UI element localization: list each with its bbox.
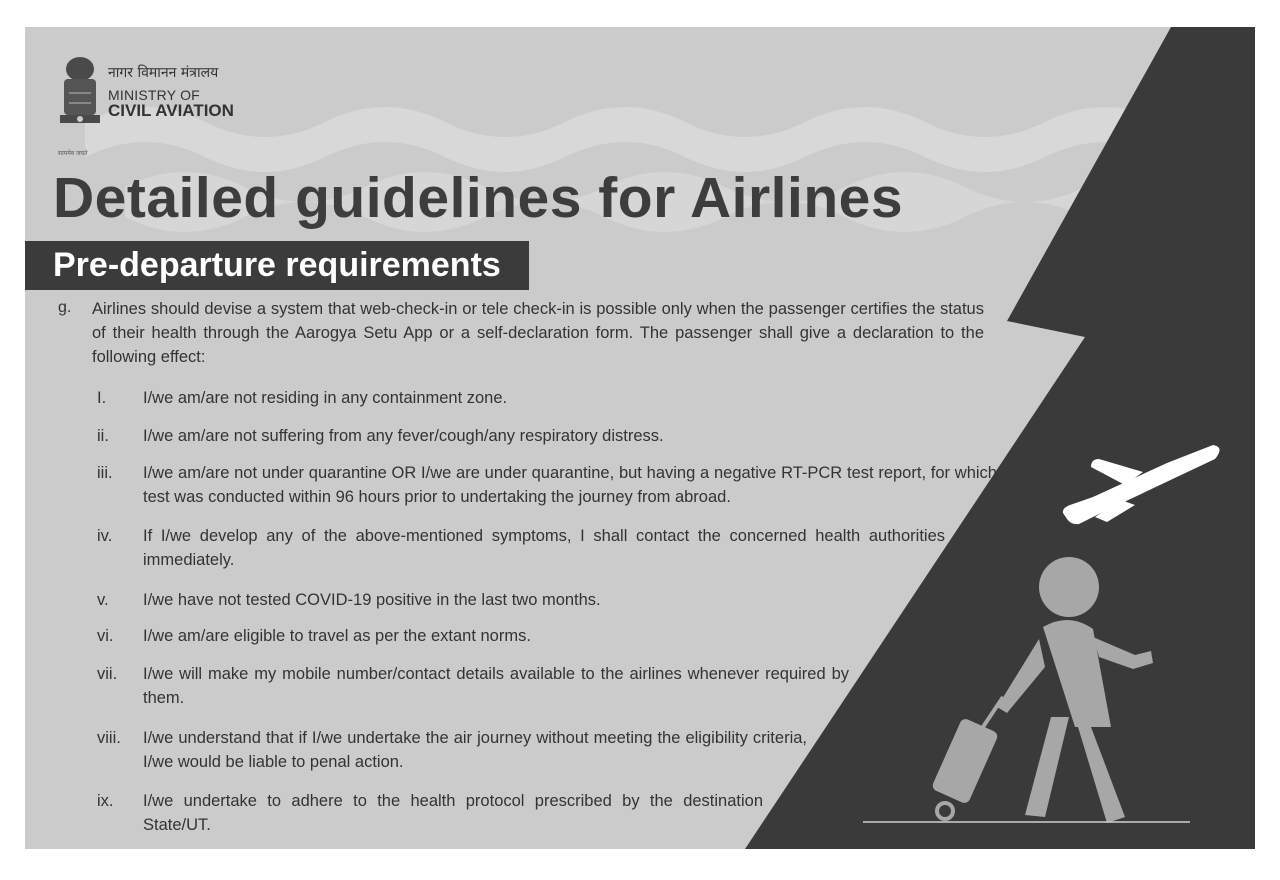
paragraph-marker: g. [58, 299, 72, 316]
list-item-text: I/we am/are not residing in any containment zone. [143, 389, 508, 407]
section-subtitle: Pre-departure requirements [53, 246, 501, 284]
list-item-text: I/we understand that if I/we undertake the air journey without meeting the eligibility criteria, I/we would be liable to penal action. [143, 729, 807, 771]
emblem-motto: सत्यमेव जयते [58, 150, 88, 157]
ministry-logo [55, 53, 255, 163]
subtitle-banner [25, 241, 529, 290]
list-item-text: I/we have not tested COVID-19 positive in the last two months. [143, 591, 601, 609]
list-item-text: I/we am/are eligible to travel as per the extant norms. [143, 627, 531, 645]
paragraph-text: Airlines should devise a system that web-check-in or tele check-in is possible only when the passenger certifies the status of their health through the Aarogya Setu App or a self-declaration form. The passenger shall give a declaration to the following effect: [92, 300, 984, 366]
list-item-number: viii. [97, 729, 121, 747]
page-title: Detailed guidelines for Airlines [53, 166, 904, 230]
list-item-number: iv. [97, 527, 113, 545]
ministry-name-line2: CIVIL AVIATION [108, 101, 234, 120]
ministry-name-hindi: नागर विमानन मंत्रालय [108, 65, 219, 81]
state-emblem-icon [55, 53, 105, 133]
list-item-text: I/we will make my mobile number/contact details available to the airlines whenever required by them. [143, 665, 849, 707]
list-item-text: I/we am/are not under quarantine OR I/we are under quarantine, but having a negative RT-PCR test report, for which test was conducted within 96 hours prior to undertaking the journey from abroad. [143, 464, 997, 506]
list-item-number: ix. [97, 792, 114, 810]
list-item-number: iii. [97, 464, 113, 482]
guidelines-poster [25, 27, 1255, 849]
ministry-name-line1: MINISTRY OF [108, 87, 200, 103]
list-item-number: ii. [97, 427, 109, 445]
list-item-number: vi. [97, 627, 114, 645]
list-item-number: I. [97, 389, 107, 407]
list-item-text: If I/we develop any of the above-mentioned symptoms, I shall contact the concerned health authorities immediately. [143, 527, 945, 569]
list-item-number: v. [97, 591, 109, 609]
list-item-text: I/we undertake to adhere to the health protocol prescribed by the destination State/UT. [143, 792, 763, 834]
list-item-number: vii. [97, 665, 118, 683]
list-item-text: I/we am/are not suffering from any fever/cough/any respiratory distress. [143, 427, 664, 445]
